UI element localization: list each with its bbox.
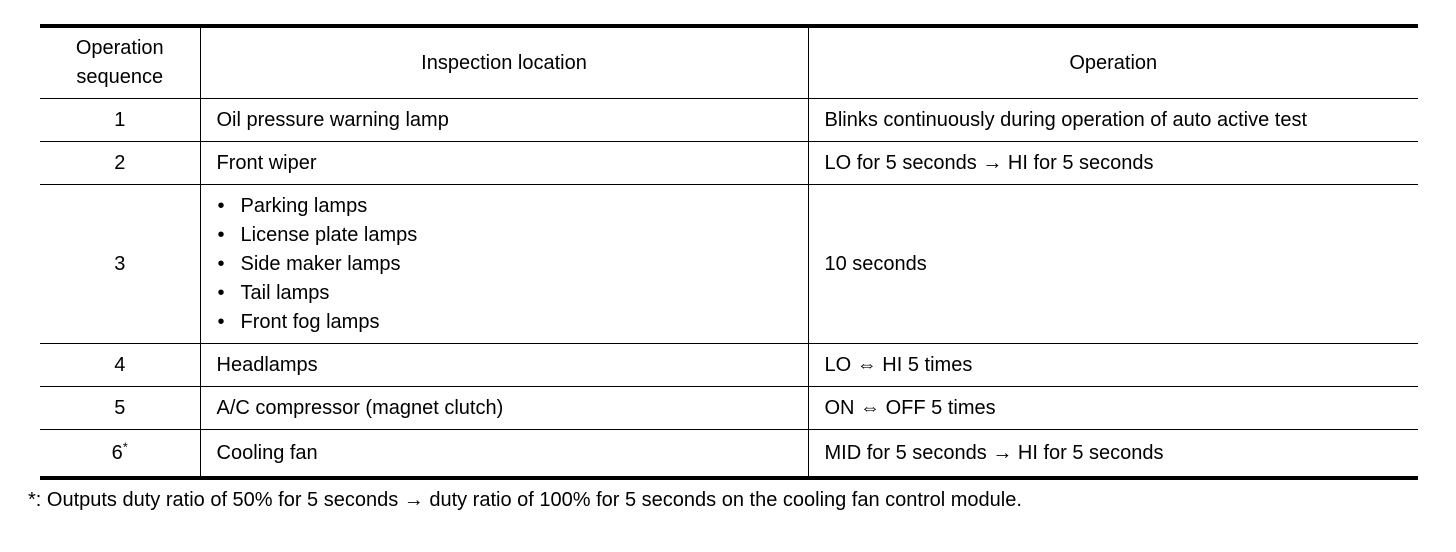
- sequence-cell: [40, 430, 200, 479]
- sequence-cell: 1: [40, 99, 200, 142]
- operation-cell: 10 seconds: [808, 185, 1418, 344]
- sequence-cell: 4: [40, 344, 200, 387]
- location-cell: Front wiper: [200, 142, 808, 185]
- table-header-row: [40, 26, 1418, 99]
- sequence-cell: 2: [40, 142, 200, 185]
- table-row: [40, 430, 1418, 479]
- lamp-list: [217, 192, 808, 337]
- operation-cell: LO ⇔ HI 5 times: [808, 344, 1418, 387]
- auto-active-test-table: [40, 24, 1418, 480]
- list-item: • Front fog lamps: [217, 308, 808, 337]
- sequence-cell: 3: [40, 185, 200, 344]
- list-item: • License plate lamps: [217, 221, 808, 250]
- header-operation-sequence: [40, 26, 200, 99]
- location-cell: [200, 185, 808, 344]
- sequence-number: 6: [111, 441, 123, 464]
- sequence-cell: 5: [40, 387, 200, 430]
- header-sequence-line2: sequence: [76, 66, 164, 88]
- table-row: [40, 142, 1418, 185]
- header-inspection-location: Inspection location: [200, 26, 808, 99]
- list-item: • Parking lamps: [217, 192, 808, 221]
- list-item: • Side maker lamps: [217, 250, 808, 279]
- location-cell: Oil pressure warning lamp: [200, 99, 808, 142]
- location-cell: Headlamps: [200, 344, 808, 387]
- table-row: [40, 185, 1418, 344]
- table-row: [40, 344, 1418, 387]
- footnote-marker: *: [122, 438, 128, 454]
- header-sequence-line1: Operation: [75, 37, 164, 59]
- document-sheet: [40, 24, 1418, 480]
- footnote: *: Outputs duty ratio of 50% for 5 seconds → duty ratio of 100% for 5 seconds on the cooling fan control module.: [28, 489, 1022, 511]
- location-cell: Cooling fan: [200, 430, 808, 479]
- table-row: [40, 387, 1418, 430]
- table-row: [40, 99, 1418, 142]
- operation-cell: LO for 5 seconds → HI for 5 seconds: [808, 142, 1418, 185]
- list-item: • Tail lamps: [217, 279, 808, 308]
- operation-cell: MID for 5 seconds → HI for 5 seconds: [808, 430, 1418, 479]
- operation-cell: ON ⇔ OFF 5 times: [808, 387, 1418, 430]
- header-operation: Operation: [808, 26, 1418, 99]
- location-cell: A/C compressor (magnet clutch): [200, 387, 808, 430]
- operation-cell: Blinks continuously during operation of auto active test: [808, 99, 1418, 142]
